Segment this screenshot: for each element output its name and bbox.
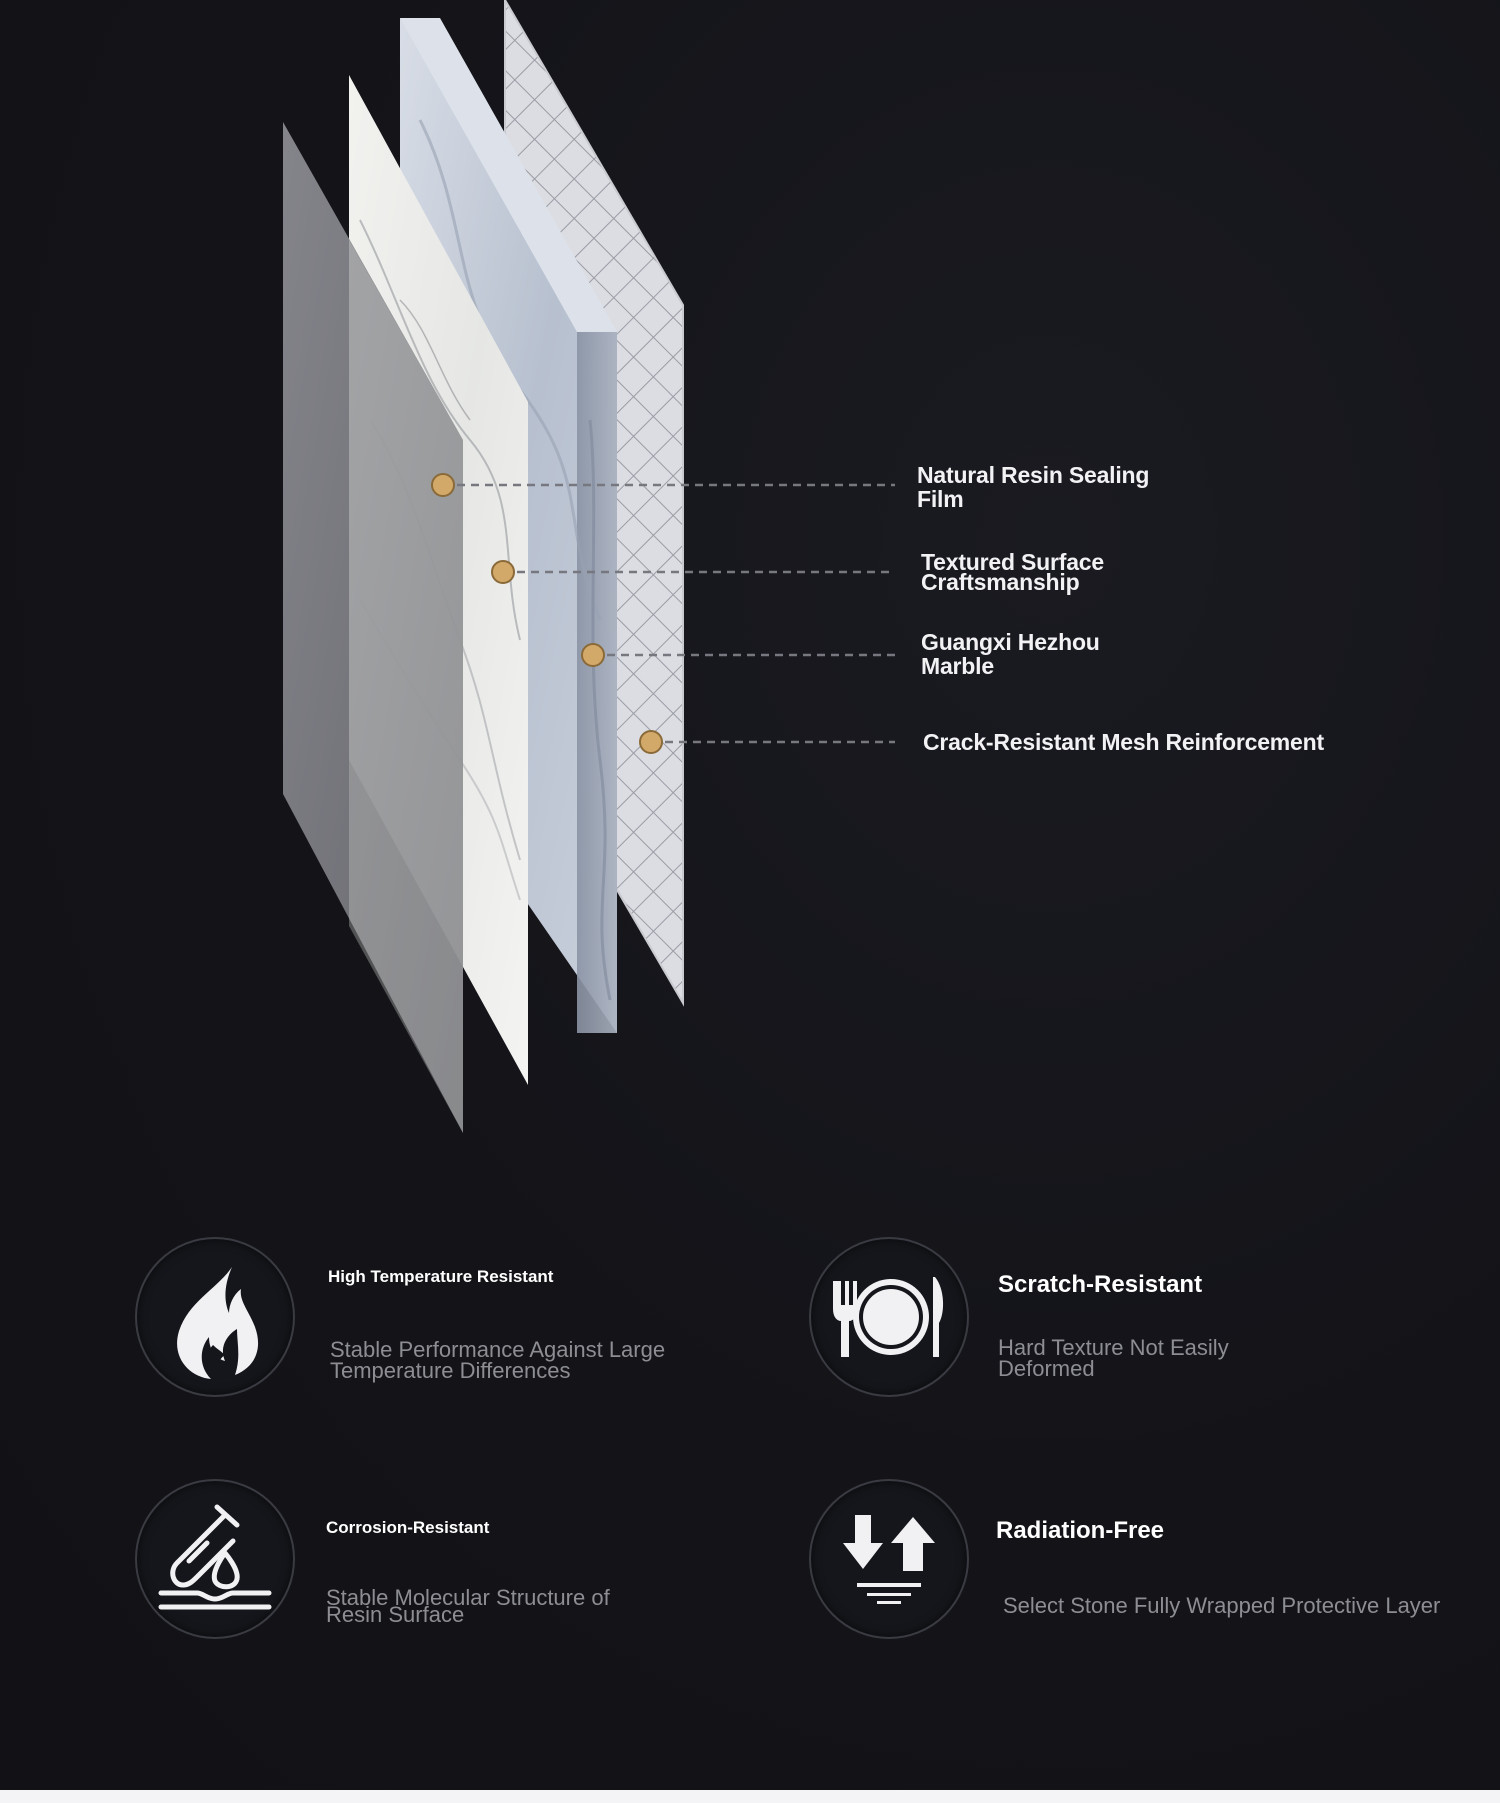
plate-icon-circle (809, 1237, 969, 1397)
arrows-icon-circle (809, 1479, 969, 1639)
plate-cutlery-icon (811, 1239, 967, 1395)
bottom-divider (0, 1790, 1500, 1803)
feature-title-corrosion: Corrosion-Resistant (326, 1518, 490, 1537)
arrows-up-down-icon (811, 1481, 967, 1637)
layer-marker-4[interactable] (640, 731, 662, 753)
flame-icon-circle (135, 1237, 295, 1397)
layer-marker-2[interactable] (492, 561, 514, 583)
test-tube-icon-circle (135, 1479, 295, 1639)
layer-label-resin-film: Natural Resin Sealing Film (917, 462, 1150, 512)
feature-desc-radiation: Select Stone Fully Wrapped Protective Layer (1003, 1593, 1441, 1618)
feature-title-scratch: Scratch-Resistant (998, 1271, 1203, 1298)
layer-label-marble: Guangxi Hezhou Marble (921, 629, 1100, 679)
feature-title-radiation: Radiation-Free (996, 1517, 1165, 1544)
feature-desc-corrosion: Stable Molecular Structure of Resin Surface (326, 1585, 610, 1627)
layer-label-textured-surface: Textured Surface Craftsmanship (921, 549, 1104, 595)
flame-icon (137, 1239, 293, 1395)
layer-marker-3[interactable] (582, 644, 604, 666)
test-tube-drop-icon (137, 1481, 293, 1637)
layer-marker-1[interactable] (432, 474, 454, 496)
layer-label-mesh: Crack-Resistant Mesh Reinforcement (923, 729, 1324, 755)
feature-desc-scratch: Hard Texture Not Easily Deformed (998, 1335, 1229, 1381)
feature-title-high-temp: High Temperature Resistant (328, 1267, 554, 1286)
feature-desc-high-temp: Stable Performance Against Large Temperature Differences (330, 1337, 666, 1383)
